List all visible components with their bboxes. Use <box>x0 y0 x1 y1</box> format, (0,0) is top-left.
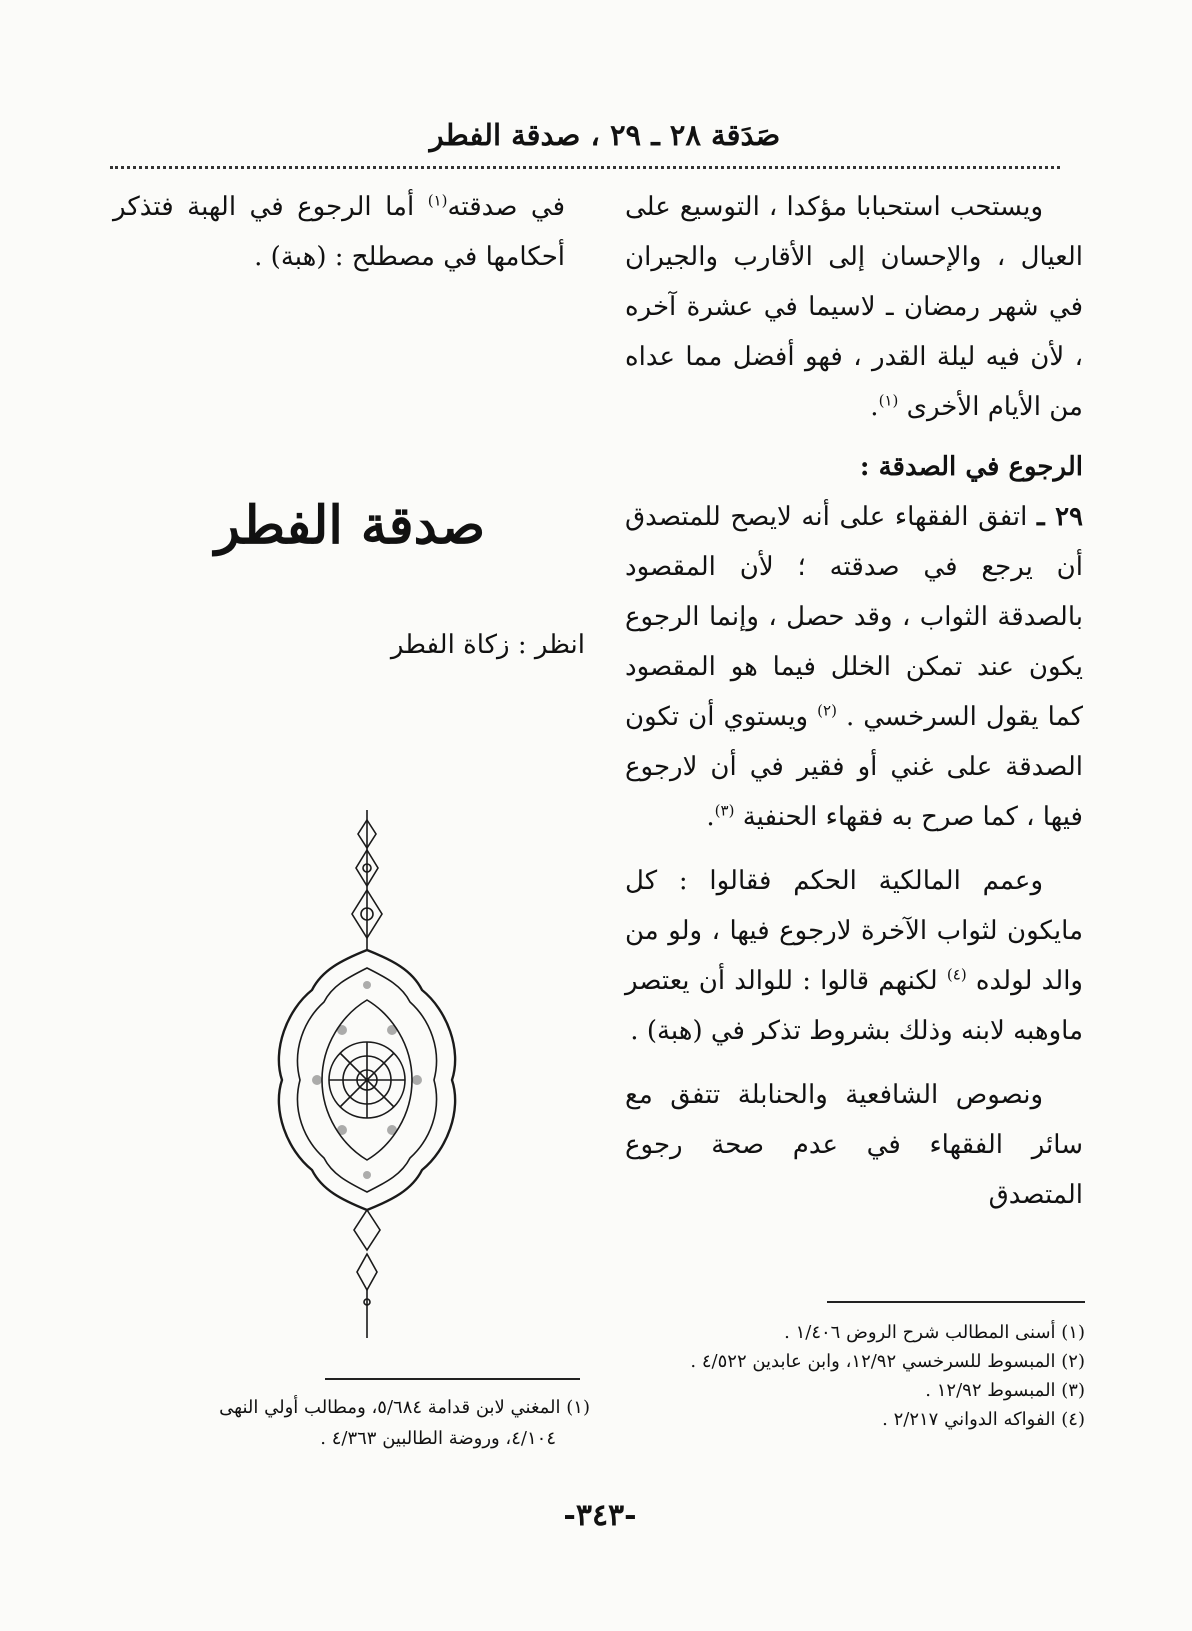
cross-reference: انظر : زكاة الفطر <box>390 630 585 660</box>
paragraph-intro <box>625 182 1083 432</box>
paragraph-29-text-a: اتفق الفقهاء على أنه لايصح للمتصدق أن يرجع في صدقته ؛ لأن المقصود بالصدقة الثواب ، وقد حصل ، وإنما الرجوع يكون عند تمكن الخلل فيما هو المقصود كما يقول السرخسي . <box>625 502 1083 732</box>
paragraph-29-text-b: ويستوي أن تكون الصدقة على غني أو فقير في أن لارجوع فيها ، كما صرح به فقهاء الحنفية <box>625 702 1083 832</box>
arabesque-ornament-icon <box>272 810 462 1340</box>
continuation-text-a: في صدقته <box>447 192 565 222</box>
paragraph-continuation <box>113 182 565 282</box>
paragraph-number: ٢٩ ـ <box>1037 502 1084 532</box>
paragraph-shafii: ونصوص الشافعية والحنابلة تتفق مع سائر الفقهاء في عدم صحة رجوع المتصدق <box>625 1080 1083 1210</box>
footnote-ref: (٣) <box>714 801 735 820</box>
continuation-text-b: أما الرجوع في الهبة فتذكر أحكامها في مصطلح : (هبة) . <box>113 192 565 272</box>
footnote-ref: (١) <box>878 391 899 410</box>
footnote-item: (١) أسنى المطالب شرح الروض ١/٤٠٦ . <box>784 1322 1085 1343</box>
sentence-end: . <box>706 802 715 832</box>
footnote-item: (٤) الفواكه الدواني ٢/٢١٧ . <box>882 1409 1085 1430</box>
entry-title: صدقة الفطر <box>214 495 486 556</box>
sentence-end: . <box>870 392 879 422</box>
running-header: صَدَقة ٢٨ ـ ٢٩ ، صدقة الفطر <box>429 118 781 152</box>
paragraph-maliki <box>625 856 1083 1056</box>
section-heading: الرجوع في الصدقة : <box>859 452 1083 482</box>
paragraph-intro-text: ويستحب استحبابا مؤكدا ، التوسيع على العيال ، والإحسان إلى الأقارب والجيران في شهر رمضان ـ لاسيما في عشرة آخره ، لأن فيه ليلة القدر ، فهو أفضل مما عداه من الأيام الأخرى <box>625 192 1083 422</box>
footnote-item: (١) المغني لابن قدامة ٥/٦٨٤، ومطالب أولي النهى <box>219 1397 590 1418</box>
footnote-ref: (١) <box>427 191 448 210</box>
left-column <box>113 182 565 282</box>
footnote-ref: (٤) <box>946 965 967 984</box>
footnote-item: (٣) المبسوط ١٢/٩٢ . <box>925 1380 1085 1401</box>
footnote-ref: (٢) <box>817 701 837 720</box>
paragraph-29 <box>625 492 1083 842</box>
footnote-continuation: ٤/١٠٤، وروضة الطالبين ٤/٣٦٣ . <box>320 1428 556 1449</box>
footnote-rule-right <box>827 1301 1085 1303</box>
footnotes-left <box>130 1392 590 1454</box>
right-column <box>625 182 1083 1220</box>
paragraph-maliki-text-b: لكنهم قالوا : للوالد أن يعتصر ماوهبه لابنه وذلك بشروط تذكر في (هبة) . <box>625 966 1083 1046</box>
header-dotted-rule <box>110 166 1060 169</box>
footnote-rule-left <box>325 1378 580 1380</box>
paragraph-maliki-text-a: وعمم المالكية الحكم فقالوا : كل مايكون لثواب الآخرة لارجوع فيها ، ولو من والد لولده <box>625 866 1083 996</box>
footnotes-right <box>600 1318 1085 1434</box>
footnote-item: (٢) المبسوط للسرخسي ١٢/٩٢، وابن عابدين ٤/٥٢٢ . <box>690 1351 1085 1372</box>
page-number: -٣٤٣- <box>563 1498 637 1533</box>
